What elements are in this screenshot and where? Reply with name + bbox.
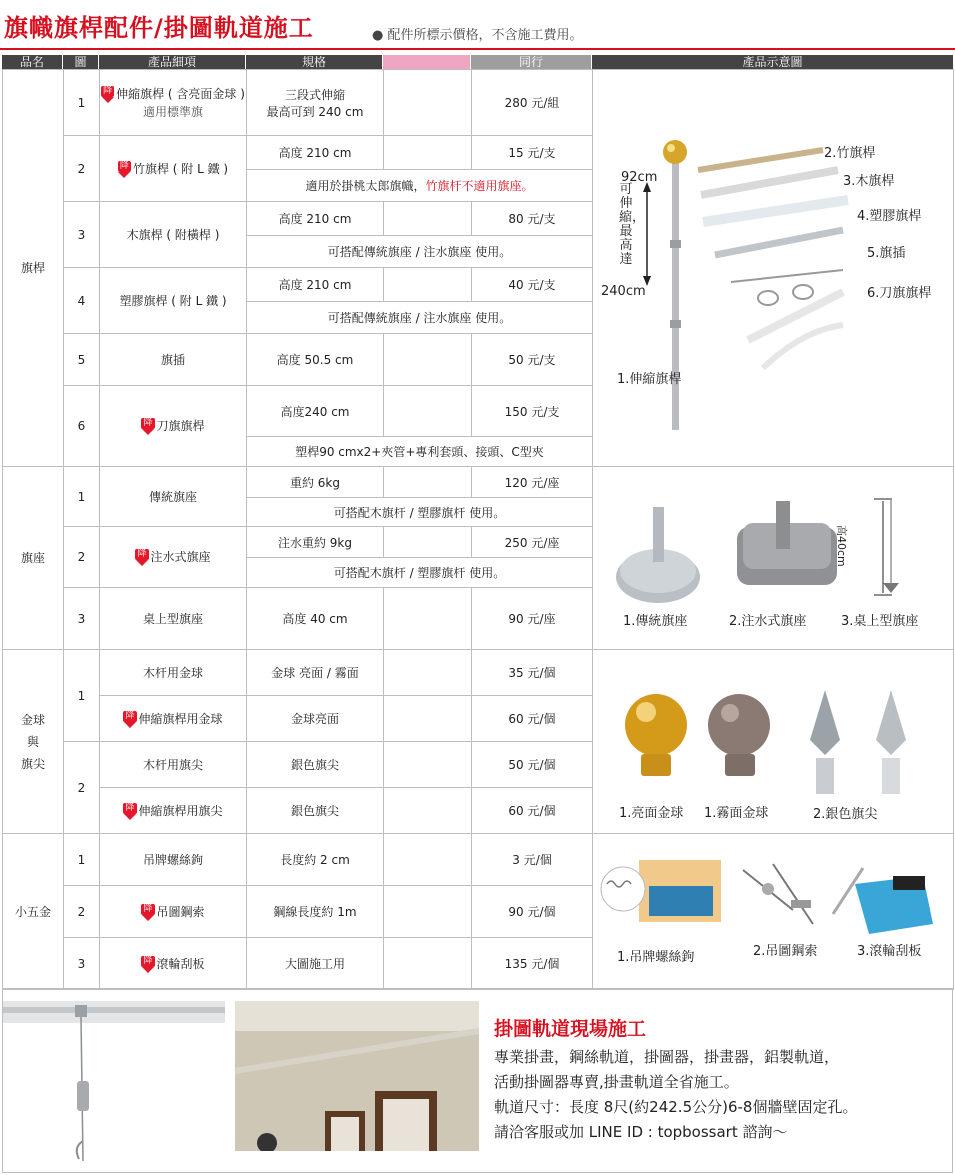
price-cell: 15 元/支	[472, 136, 593, 170]
product-table	[2, 69, 954, 990]
pink-cell	[384, 527, 472, 558]
price-cell: 80 元/支	[472, 202, 593, 236]
item-cell	[100, 696, 247, 742]
hardware-image-panel	[593, 834, 954, 990]
pole-image-panel	[593, 70, 954, 467]
spec-cell: 鋼線長度約 1m	[247, 886, 384, 938]
row-number: 1	[64, 467, 100, 527]
item-sub: 適用標準旗	[142, 105, 203, 119]
note-cell: 塑桿90 cmx2+夾管+專利套頭、接頭、C型夾	[247, 437, 593, 467]
col-header-detail: 產品細項	[99, 55, 245, 69]
spec-cell: 注水重約 9kg	[247, 527, 384, 558]
pink-cell	[384, 834, 472, 886]
label-roller-scraper: 3.滾輪刮板	[857, 944, 922, 959]
col-header-price: 同行	[471, 55, 591, 69]
pink-cell	[384, 70, 472, 136]
item-name: 伸縮旗桿 ( 含亮面金球 )	[116, 87, 245, 101]
spec-cell: 長度約 2 cm	[247, 834, 384, 886]
item-name: 桌上型旗座	[100, 588, 247, 650]
row-number: 2	[64, 527, 100, 588]
page-title: 旗幟旗桿配件/掛圖軌道施工	[4, 14, 314, 42]
spec-cell: 高度 210 cm	[247, 202, 384, 236]
spec-cell: 高度 210 cm	[247, 136, 384, 170]
item-name: 旗插	[100, 334, 247, 386]
pole-label-bot: 240cm	[601, 284, 646, 299]
col-header-figure: 圖	[63, 55, 98, 69]
pink-cell	[384, 268, 472, 302]
spec-cell: 高度 50.5 cm	[247, 334, 384, 386]
discount-badge-icon: 降	[101, 86, 114, 103]
note-cell: 可搭配傳統旗座 / 注水旗座 使用。	[247, 236, 593, 268]
price-cell: 150 元/支	[472, 386, 593, 437]
price-cell: 280 元/組	[472, 70, 593, 136]
price-cell: 35 元/個	[472, 650, 593, 696]
label-water-base: 2.注水式旗座	[729, 614, 807, 629]
col-header-spec: 規格	[246, 55, 382, 69]
row-number: 4	[64, 268, 100, 334]
label-wire-rope: 2.吊圖鋼索	[753, 944, 818, 959]
row-number: 3	[64, 588, 100, 650]
item-name: 木杆用旗尖	[100, 742, 247, 788]
discount-badge-icon: 降	[118, 161, 131, 178]
spec-cell: 重約 6kg	[247, 467, 384, 498]
row-number: 2	[64, 742, 100, 834]
row-number: 1	[64, 834, 100, 886]
hardware-illustration	[593, 834, 952, 990]
pink-cell	[384, 650, 472, 696]
item-name: 伸縮旗桿用旗尖	[138, 803, 223, 818]
row-number: 5	[64, 334, 100, 386]
label-glossy-ball: 1.亮面金球	[619, 806, 684, 821]
item-name: 吊圖鋼索	[156, 904, 205, 919]
label-matte-ball: 1.霧面金球	[704, 806, 769, 821]
gallery-photo	[235, 1001, 479, 1151]
track-text-2: 活動掛圖器專賣,掛畫軌道全省施工。	[494, 1073, 739, 1091]
price-cell: 60 元/個	[472, 696, 593, 742]
label-plastic-pole: 4.塑膠旗桿	[857, 209, 922, 224]
price-cell: 3 元/個	[472, 834, 593, 886]
spec-cell: 高度 210 cm	[247, 268, 384, 302]
base-image-panel	[593, 467, 954, 650]
price-cell: 250 元/座	[472, 527, 593, 558]
item-cell	[100, 136, 247, 202]
label-blade-pole: 6.刀旗旗桿	[867, 286, 932, 301]
page-subtitle: ● 配件所標示價格，不含施工費用。	[372, 28, 583, 43]
item-name: 伸縮旗桿用金球	[138, 711, 223, 726]
spec-cell: 銀色旗尖	[247, 788, 384, 834]
table-row	[3, 650, 954, 696]
pole-illustration	[593, 70, 952, 462]
item-cell	[100, 938, 247, 990]
label-silver-tip: 2.銀色旗尖	[813, 807, 878, 822]
ball-image-panel	[593, 650, 954, 834]
item-name: 竹旗桿 ( 附 L 鐵 )	[132, 161, 229, 176]
pink-cell	[384, 588, 472, 650]
pink-cell	[384, 467, 472, 498]
track-title: 掛圖軌道現場施工	[494, 1018, 647, 1040]
track-text-1: 專業掛畫，鋼絲軌道，掛圖器，掛畫器，鋁製軌道，	[494, 1048, 840, 1066]
discount-badge-icon: 降	[141, 904, 154, 921]
title-divider	[0, 48, 955, 50]
item-name: 刀旗旗桿	[156, 419, 205, 433]
category-ball: 金球 與 旗尖	[3, 650, 64, 834]
discount-badge-icon: 降	[123, 803, 136, 820]
discount-badge-icon: 降	[135, 549, 148, 566]
table-row	[3, 467, 954, 498]
label-telescopic-pole: 1.伸縮旗桿	[617, 372, 682, 387]
track-text-3: 軌道尺寸：長度 8尺(約242.5公分)6-8個牆壁固定孔。	[494, 1098, 858, 1116]
pink-cell	[384, 886, 472, 938]
track-section	[2, 988, 953, 1173]
note-cell: 可搭配木旗杆 / 塑膠旗杆 使用。	[247, 498, 593, 527]
pink-cell	[384, 386, 472, 437]
item-name: 滾輪刮板	[156, 956, 205, 971]
spec-cell: 三段式伸縮 最高可到 240 cm	[247, 70, 384, 136]
label-traditional-base: 1.傳統旗座	[623, 614, 688, 629]
item-name: 塑膠旗桿 ( 附 L 鐵 )	[100, 268, 247, 334]
item-cell	[100, 788, 247, 834]
pink-cell	[384, 202, 472, 236]
row-number: 2	[64, 136, 100, 202]
item-cell	[100, 386, 247, 467]
spec-cell: 高度240 cm	[247, 386, 384, 437]
price-cell: 135 元/個	[472, 938, 593, 990]
pink-cell	[384, 788, 472, 834]
discount-badge-icon: 降	[141, 956, 154, 973]
price-cell: 60 元/個	[472, 788, 593, 834]
note-cell: 適用於掛桃太郎旗幟，竹旗杆不適用旗座。	[247, 170, 593, 202]
row-number: 1	[64, 650, 100, 742]
pink-cell	[384, 938, 472, 990]
item-name: 傳統旗座	[100, 467, 247, 527]
pink-cell	[384, 696, 472, 742]
item-name: 注水式旗座	[150, 550, 211, 564]
note-cell: 可搭配木旗杆 / 塑膠旗杆 使用。	[247, 558, 593, 588]
item-cell	[100, 527, 247, 588]
table-row	[3, 834, 954, 886]
price-cell: 90 元/個	[472, 886, 593, 938]
item-name: 木旗桿 ( 附橫桿 )	[100, 202, 247, 268]
category-base: 旗座	[3, 467, 64, 650]
item-name: 吊牌螺絲鉤	[100, 834, 247, 886]
label-desk-base: 3.桌上型旗座	[841, 614, 919, 629]
item-cell	[100, 886, 247, 938]
category-hardware: 小五金	[3, 834, 64, 990]
pink-cell	[384, 136, 472, 170]
height-label: 高40cm	[835, 525, 848, 567]
spec-cell: 大圖施工用	[247, 938, 384, 990]
item-cell	[100, 70, 247, 136]
label-wood-pole: 3.木旗桿	[843, 174, 895, 189]
pole-label-top: 92cm	[621, 170, 658, 185]
price-cell: 40 元/支	[472, 268, 593, 302]
price-cell: 120 元/座	[472, 467, 593, 498]
row-number: 1	[64, 70, 100, 136]
table-row	[3, 70, 954, 136]
pink-cell	[384, 334, 472, 386]
label-bamboo-pole: 2.竹旗桿	[824, 146, 876, 161]
note-cell: 可搭配傳統旗座 / 注水旗座 使用。	[247, 302, 593, 334]
spec-cell: 高度 40 cm	[247, 588, 384, 650]
col-header-name: 品名	[2, 55, 62, 69]
spec-cell: 銀色旗尖	[247, 742, 384, 788]
row-number: 2	[64, 886, 100, 938]
discount-badge-icon: 降	[123, 711, 136, 728]
spec-cell: 金球 亮面 / 霧面	[247, 650, 384, 696]
pole-label-mid: 可伸縮，最高達	[619, 182, 646, 267]
track-photo	[3, 991, 231, 1171]
label-screw-hook: 1.吊牌螺絲鉤	[617, 950, 695, 965]
col-header-pink	[383, 55, 470, 69]
discount-badge-icon: 降	[141, 418, 154, 435]
price-cell: 50 元/支	[472, 334, 593, 386]
spec-cell: 金球亮面	[247, 696, 384, 742]
pink-cell	[384, 742, 472, 788]
row-number: 3	[64, 202, 100, 268]
track-contact[interactable]: 請洽客服或加 LINE ID : topbossart 諮詢〜	[494, 1123, 788, 1141]
price-cell: 90 元/座	[472, 588, 593, 650]
item-name: 木杆用金球	[100, 650, 247, 696]
price-cell: 50 元/個	[472, 742, 593, 788]
label-flag-insert: 5.旗插	[867, 246, 906, 261]
row-number: 3	[64, 938, 100, 990]
category-pole: 旗桿	[3, 70, 64, 467]
row-number: 6	[64, 386, 100, 467]
col-header-image: 產品示意圖	[592, 55, 953, 69]
